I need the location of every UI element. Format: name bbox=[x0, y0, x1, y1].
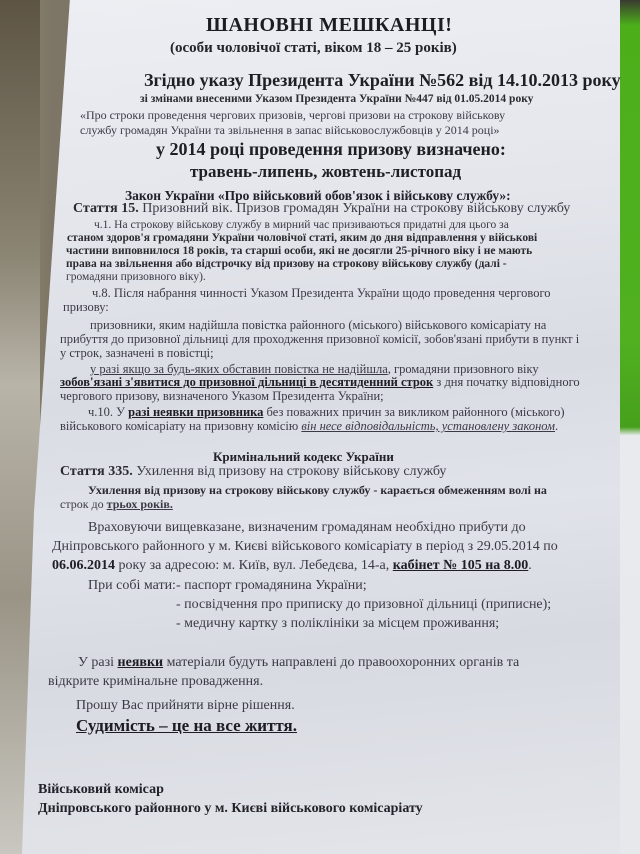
notice-not-received-text: у разі якщо за будь-яких обставин повістка не надійшла bbox=[90, 362, 388, 376]
obligation-ten-days: зобов'язані з'явитися до призовної дільниці в десятиденний строк bbox=[60, 375, 434, 389]
law-p10-l2-pre: військового комісаріату на призовну комісію bbox=[60, 419, 302, 433]
liability-text: він несе відповідальність, установлену законом bbox=[301, 419, 556, 433]
request-text: Прошу Вас прийняти вірне рішення. bbox=[76, 698, 295, 713]
non-appearance-text: разі неявки призовника bbox=[128, 405, 264, 419]
room-and-time: кабінет № 105 на 8.00 bbox=[392, 558, 529, 573]
three-years-text: трьох років. bbox=[106, 497, 173, 511]
law-p1-line-5: громадяни призовного віку). bbox=[66, 271, 206, 283]
article-335-title: Ухилення від призову на строкову військову службу bbox=[136, 464, 447, 479]
decree-line-1: Згідно указу Президента України №562 від 14.10.2013 року bbox=[144, 70, 621, 90]
notice-line-2: Дніпровського районного у м. Києві військового комісаріату в період з 29.05.2014 по bbox=[52, 539, 558, 554]
law-p10-rest: без поважних причин за викликом районного (міського) bbox=[263, 405, 565, 419]
decree-line-5: у 2014 році проведення призову визначено: bbox=[156, 139, 506, 159]
notice-line-3 bbox=[52, 558, 532, 574]
law-p1-line-1: ч.1. На строкову військову службу в мирний час призиваються придатні для цього за bbox=[94, 219, 509, 231]
notice-line-1: Враховуючи вищевказане, визначеним громадянам необхідно прибути до bbox=[88, 520, 526, 535]
article-335-text-line-1: Ухилення від призову на строкову військову службу - карається обмеженням волі на bbox=[88, 483, 547, 497]
article-335-line bbox=[60, 464, 446, 480]
law-p8b-line-2: прибуття до призовної дільниці для проходження призовної комісії, зобов'язані прибути в пункт і bbox=[60, 332, 580, 346]
law-p1-line-3: частини виповнилося 18 років, та старші особи, які не досягли 25-річного віку і не мають bbox=[66, 245, 533, 257]
warning-rest: матеріали будуть направлені до правоохоронних органів та bbox=[163, 655, 520, 670]
criminal-code-heading: Кримінальний кодекс України bbox=[213, 449, 394, 464]
warning-line-1 bbox=[78, 655, 519, 671]
decree-line-2: зі змінами внесеними Указом Президента України №447 від 01.05.2014 року bbox=[140, 93, 534, 105]
law-p8c-rest2: з дня початку відповідного bbox=[433, 375, 580, 389]
law-p10-pre: ч.10. У bbox=[88, 405, 129, 419]
law-p10-line-2 bbox=[60, 419, 558, 434]
decree-line-4: службу громадян України та звільнення в запас військовослужбовців у 2014 році» bbox=[80, 123, 500, 137]
law-p10-l2-end: . bbox=[555, 419, 559, 433]
article-15-label: Стаття 15. bbox=[73, 201, 139, 216]
page-subtitle: (особи чоловічої статі, віком 18 – 25 років) bbox=[170, 40, 457, 56]
law-p8b-line-1: призовники, яким надійшла повістка районного (міського) військового комісаріату на bbox=[90, 318, 547, 332]
non-appearance-word: неявки bbox=[117, 655, 164, 670]
law-p8-line-2: призову: bbox=[63, 300, 109, 314]
conscription-periods: травень-липень, жовтень-листопад bbox=[190, 162, 462, 181]
bring-item-registration: - посвідчення про приписку до призовної дільниці (приписне); bbox=[176, 597, 552, 612]
signature-title: Військовий комісар bbox=[38, 782, 164, 797]
law-p8c-rest: , громадяни призовного віку bbox=[387, 362, 539, 376]
article-15-title: Призовний вік. Призов громадян України на строкову військову службу bbox=[142, 201, 571, 216]
warning-line-2: відкрите кримінальне провадження. bbox=[48, 674, 264, 689]
bring-item-medical-card: - медичну картку з поліклініки за місцем проживання; bbox=[176, 616, 500, 631]
bring-item-passport: - паспорт громадянина України; bbox=[176, 578, 367, 593]
notice-address: року за адресою: м. Київ, вул. Лебедєва, 14-а, bbox=[115, 558, 393, 573]
article-15-line bbox=[73, 201, 570, 217]
law-heading: Закон України «Про військовий обов'язок і військову службу»: bbox=[125, 188, 511, 203]
decree-line-3: «Про строки проведення чергових призовів, чергові призови на строкову військову bbox=[80, 108, 506, 122]
notice-l3-end: . bbox=[528, 558, 532, 573]
slogan: Судимість – це на все життя. bbox=[76, 716, 297, 735]
law-p1-line-4: права на звільнення або відстрочку від призову на строкову військову службу (далі - bbox=[66, 258, 507, 270]
bring-label: При собі мати: bbox=[88, 578, 176, 593]
law-p1-line-2: станом здоров'я громадяни України чоловічої статі, яким до дня відправлення у військові bbox=[67, 232, 538, 244]
article-335-l2-pre: строк до bbox=[60, 497, 107, 511]
law-p8c-line-3: чергового призову, визначеного Указом Президента України; bbox=[60, 389, 384, 403]
law-p8-line-1: ч.8. Після набрання чинності Указом Президента України щодо проведення чергового bbox=[92, 286, 551, 300]
article-335-label: Стаття 335. bbox=[60, 464, 133, 479]
warning-pre: У разі bbox=[78, 655, 118, 670]
end-date: 06.06.2014 bbox=[52, 558, 115, 573]
page-title: ШАНОВНІ МЕШКАНЦІ! bbox=[206, 14, 453, 36]
signature-org: Дніпровського районного у м. Києві військового комісаріату bbox=[38, 801, 423, 816]
law-p10-line-1 bbox=[88, 405, 565, 420]
law-p8b-line-3: у строк, зазначені в повістці; bbox=[60, 346, 214, 360]
law-p8c-line-2 bbox=[60, 375, 580, 390]
article-335-text-line-2 bbox=[60, 497, 173, 512]
